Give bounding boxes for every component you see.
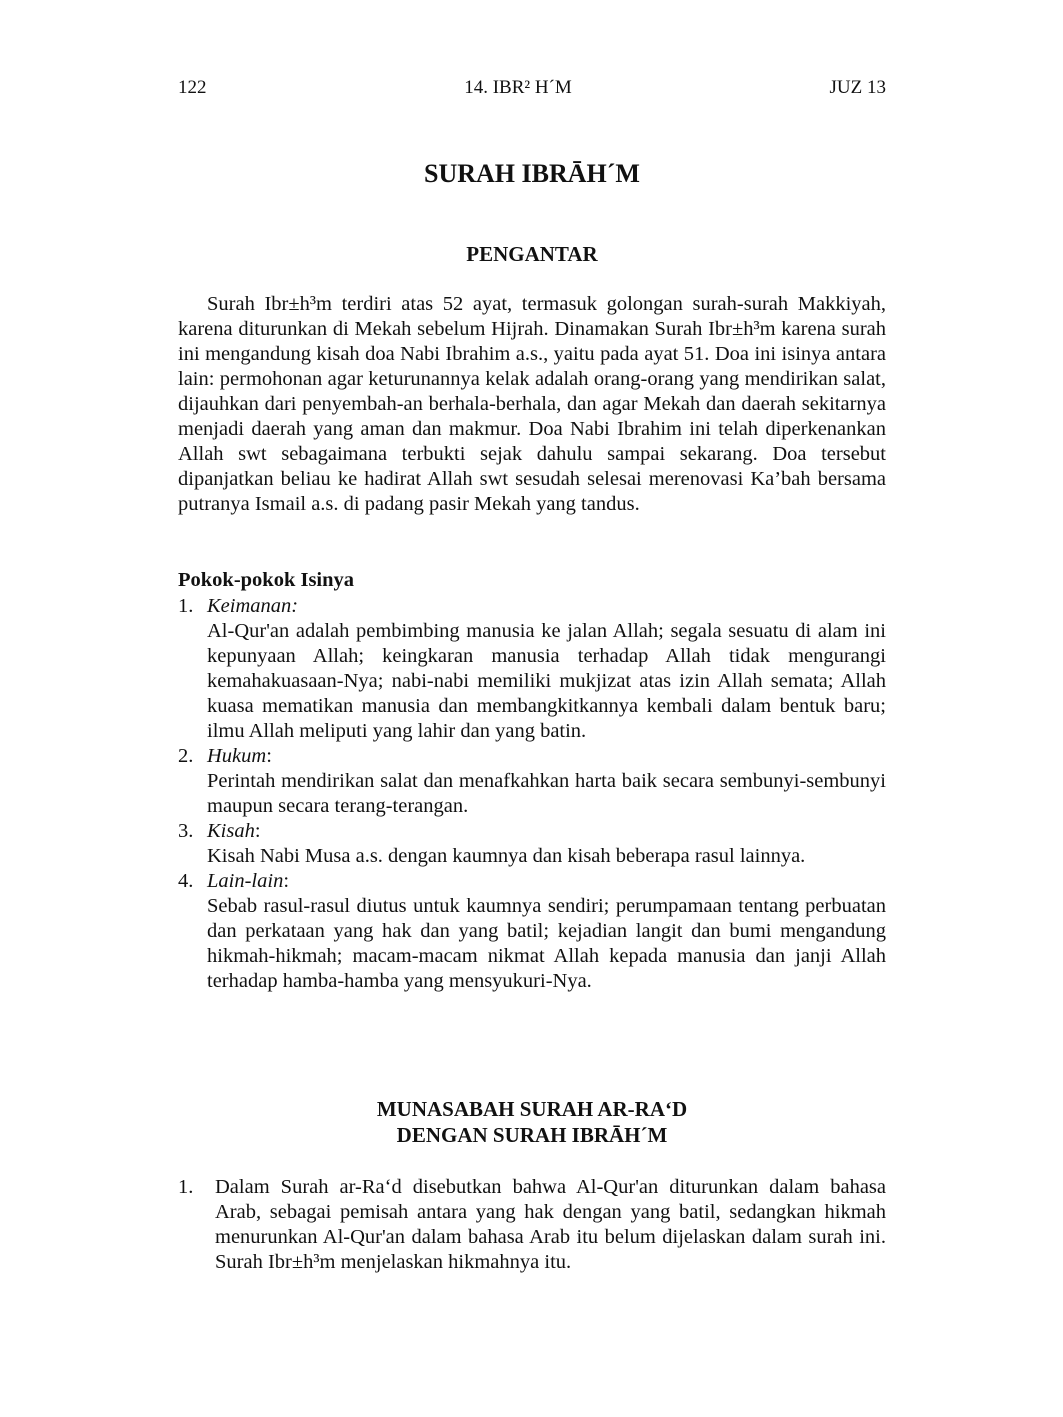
section-title-pengantar: PENGANTAR [466,242,598,266]
item-label: Keimanan: [207,595,299,617]
item-number: 2. [178,745,194,767]
munasabah-list [178,1175,886,1275]
surah-title: SURAH IBRĀH´M [424,159,640,188]
item-label-suffix: : [254,820,261,842]
item-text: Al-Qur'an adalah pembimbing manusia ke jalan Allah; segala sesuatu di alam ini kepunyaan Allah; keingkaran manusia terhadap Allah tidak mengurangi kemahakuasaan-Nya; nabi-nabi memiliki mukjizat atas izin Allah semata; Allah kuasa mematikan manusia dan membangkitkannya kembali dalam bentuk baru; ilmu Allah meliputi yang lahir dan yang batin. [207,620,886,742]
page-number: 122 [178,77,207,98]
munasabah-heading [178,1096,886,1148]
munasabah-heading-line1: MUNASABAH SURAH AR-RA‘D [376,1097,688,1121]
list-item [178,819,886,869]
list-item [178,1175,886,1275]
item-text: Dalam Surah ar-Ra‘d disebutkan bahwa Al-Qur'an diturunkan dalam bahasa Arab, sebagai pemisah antara yang hak dengan yang batil, sedangkan hikmah menurunkan Al-Qur'an dalam bahasa Arab itu belum dijelaskan dalam surah ini. Surah Ibr±h³m menjelaskan hikmahnya itu. [215,1176,886,1273]
item-label-suffix: : [283,870,290,892]
munasabah-heading-line2: DENGAN SURAH IBRĀH´M [396,1123,668,1147]
item-label: Lain-lain [207,870,284,892]
item-text: Kisah Nabi Musa a.s. dengan kaumnya dan kisah beberapa rasul lainnya. [207,845,806,867]
item-number: 3. [178,820,194,842]
item-number: 4. [178,870,194,892]
contents-heading: Pokok-pokok Isinya [178,569,355,591]
item-label: Kisah [207,820,255,842]
item-number: 1. [178,1176,194,1198]
item-label-suffix: : [266,745,272,767]
contents-list [178,594,886,994]
item-text: Sebab rasul-rasul diutus untuk kaumnya sendiri; perumpamaan tentang perbuatan dan perkataan yang hak dan yang batil; kejadian langit dan bumi mengandung hikmah-hikmah; macam-macam nikmat Allah kepada manusia dan janji Allah terhadap hamba-hamba yang mensyukuri-Nya. [207,895,886,992]
item-text: Perintah mendirikan salat dan menafkahkan harta baik secara sembunyi-sembunyi maupun secara terang-terangan. [207,770,886,817]
intro-paragraph: Surah Ibr±h³m terdiri atas 52 ayat, termasuk golongan surah-surah Makkiyah, karena diturunkan di Mekah sebelum Hijrah. Dinamakan Surah Ibr±h³m karena surah ini mengandung kisah doa Nabi Ibrahim a.s., yaitu pada ayat 51. Doa ini isinya antara lain: permohonan agar keturunannya kelak adalah orang-orang yang mendirikan salat, dijauhkan dari penyembah-an berhala-berhala, dan agar Mekah dan daerah sekitarnya menjadi daerah yang aman dan makmur. Doa Nabi Ibrahim ini telah diperkenankan Allah swt sebagaimana terbukti sejak dahulu sampai sekarang. Doa tersebut dipanjatkan beliau ke hadirat Allah swt sesudah selesai merenovasi Ka’bah bersama putranya Ismail a.s. di padang pasir Mekah yang tandus. [178,293,886,515]
item-label: Hukum [207,745,267,767]
list-item [178,744,886,819]
list-item [178,869,886,994]
juz-label: JUZ 13 [829,77,886,98]
chapter-title: 14. IBR² H´M [464,77,572,98]
list-item [178,594,886,744]
item-number: 1. [178,595,194,617]
running-header [178,76,886,100]
